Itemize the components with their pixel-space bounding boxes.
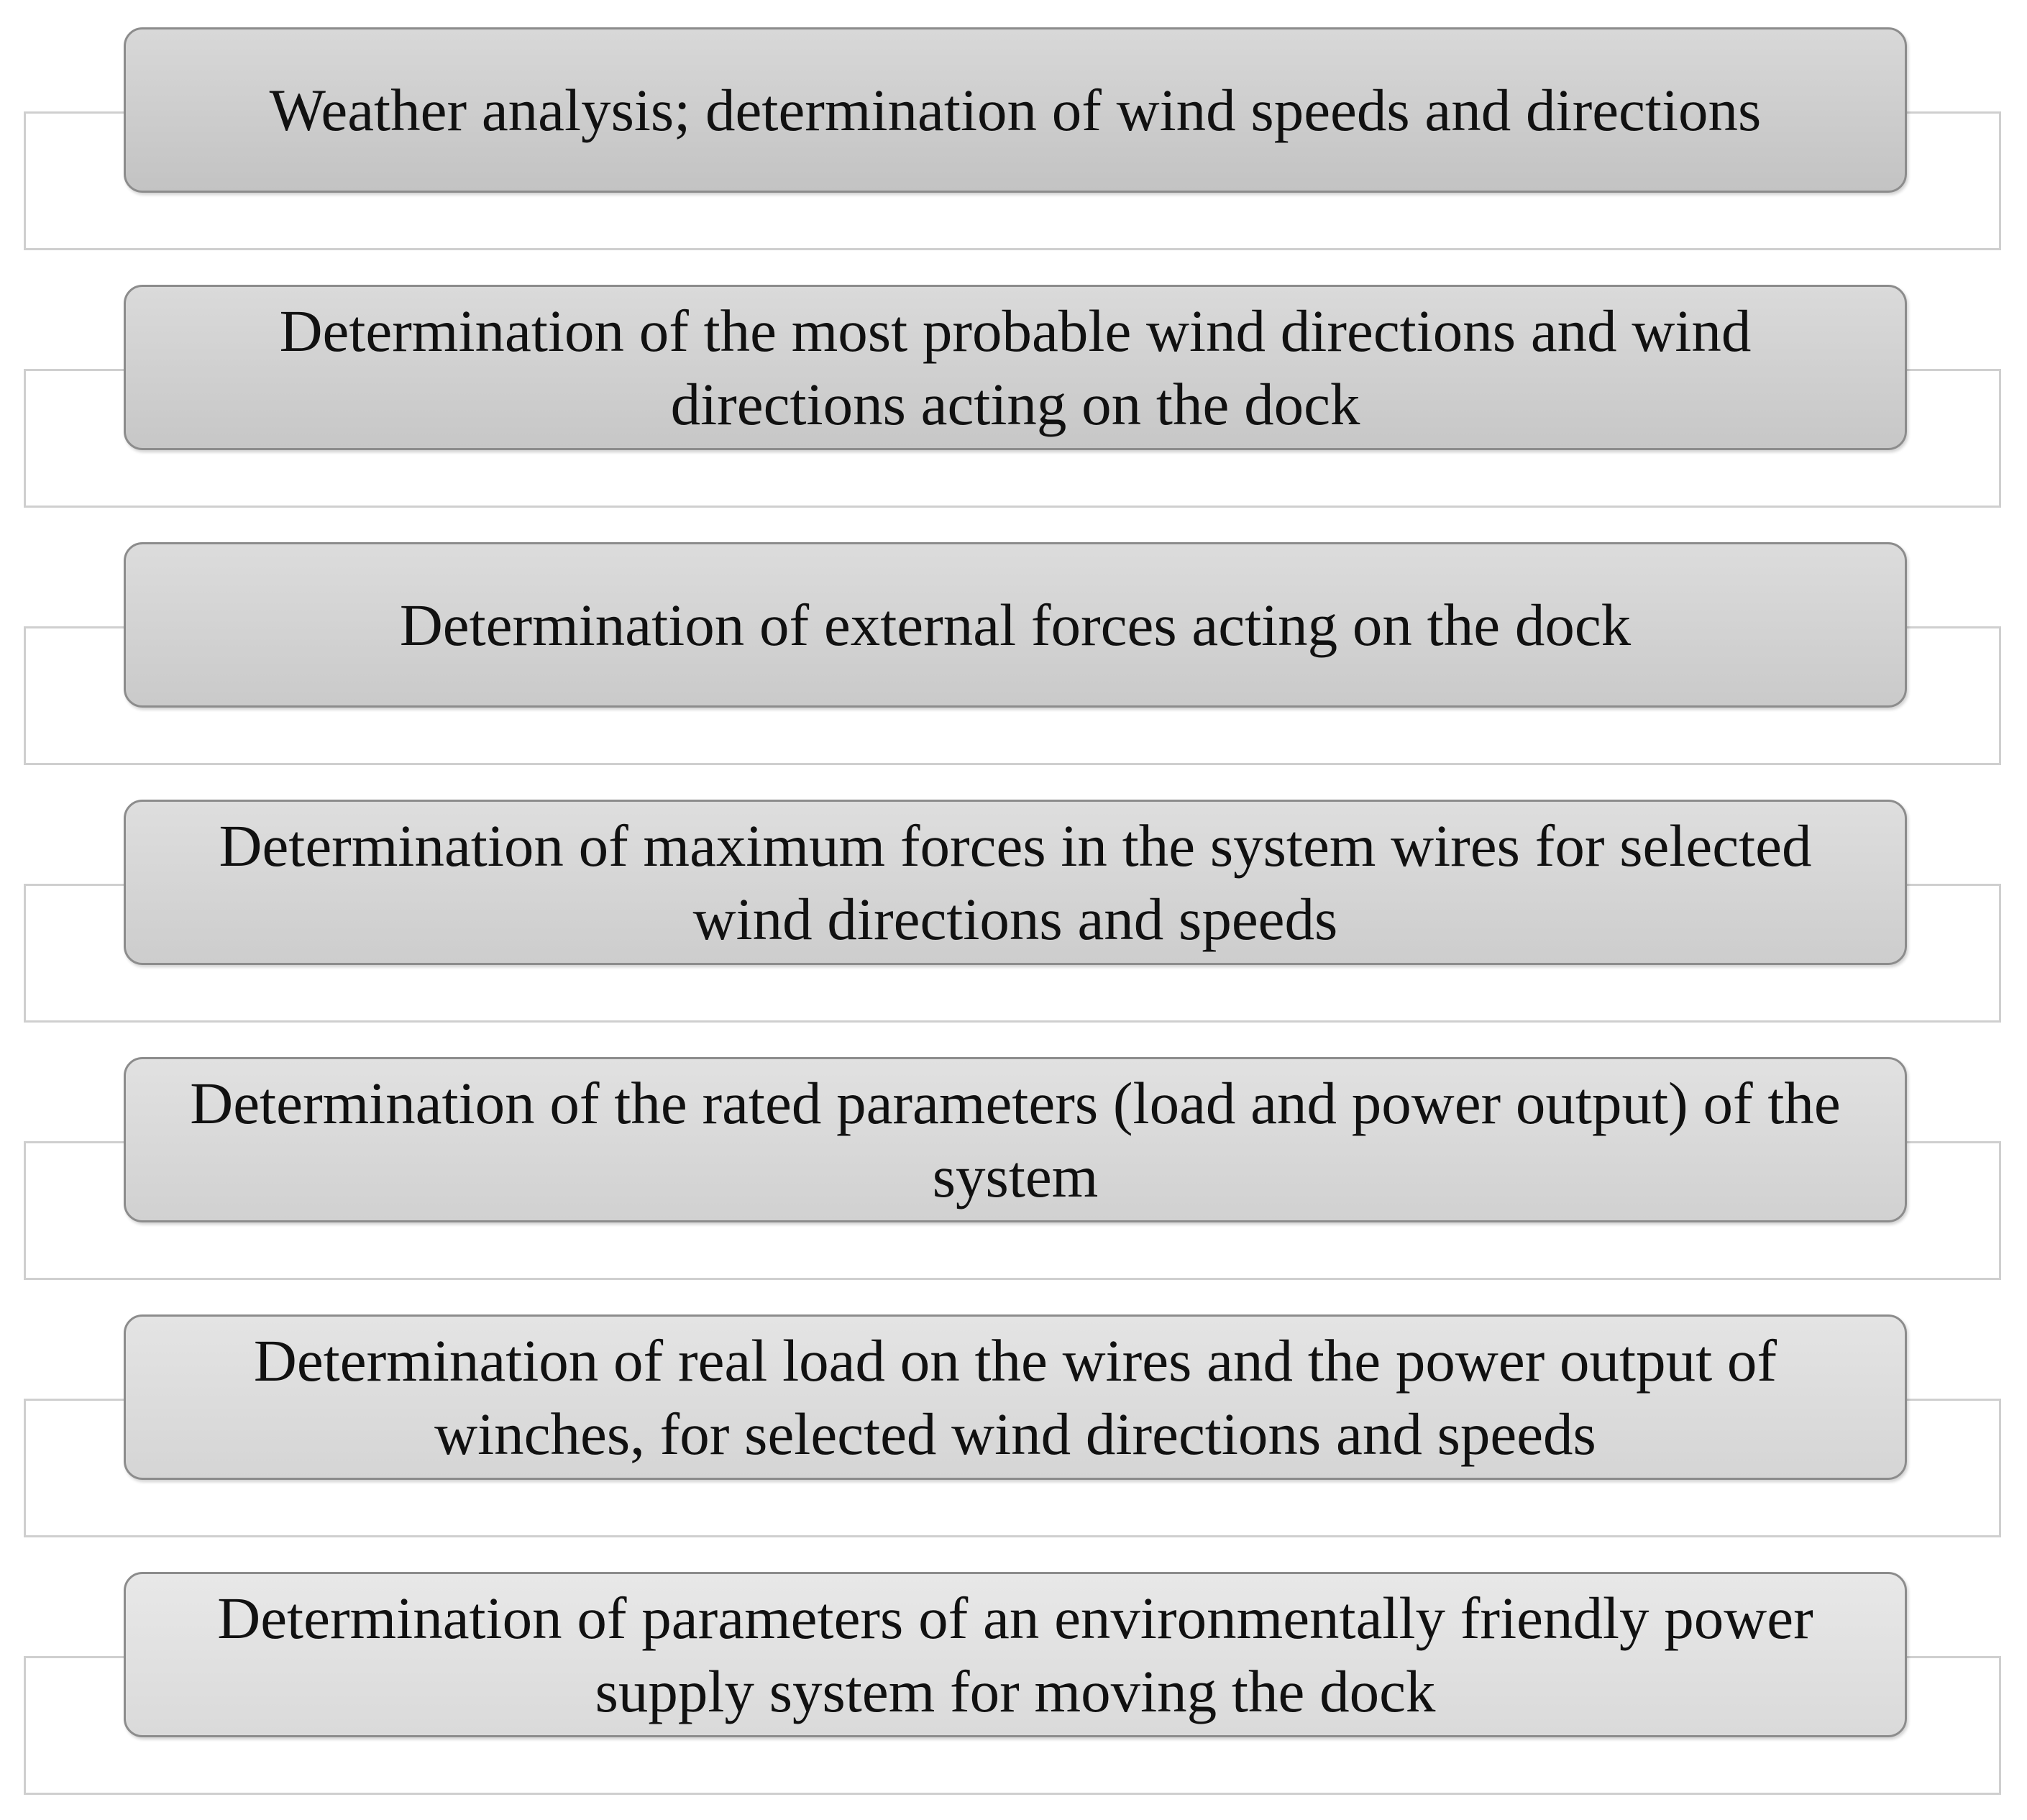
step-6 [0,1314,2027,1559]
step-5-text: Determination of the rated parameters (load and power output) of the system [190,1070,1841,1209]
step-1-box [124,27,1907,193]
step-4-box [124,800,1907,965]
step-6-box [124,1314,1907,1480]
step-2 [0,285,2027,529]
step-5 [0,1057,2027,1302]
step-2-text: Determination of the most probable wind directions and wind directions acting on the dock [279,298,1752,437]
step-3-text: Determination of external forces acting on the dock [399,592,1632,658]
step-5-box [124,1057,1907,1222]
step-1 [0,27,2027,272]
step-7-text: Determination of parameters of an environmentally friendly power supply system for moving the dock [217,1585,1813,1724]
step-4 [0,800,2027,1044]
step-6-text: Determination of real load on the wires and the power output of winches, for selected wind directions and speeds [253,1327,1777,1467]
step-2-box [124,285,1907,450]
step-3-box [124,542,1907,708]
step-7 [0,1572,2027,1816]
step-4-text: Determination of maximum forces in the system wires for selected wind directions and speeds [219,813,1812,952]
step-3 [0,542,2027,787]
step-1-text: Weather analysis; determination of wind speeds and directions [269,77,1762,143]
step-7-box [124,1572,1907,1737]
